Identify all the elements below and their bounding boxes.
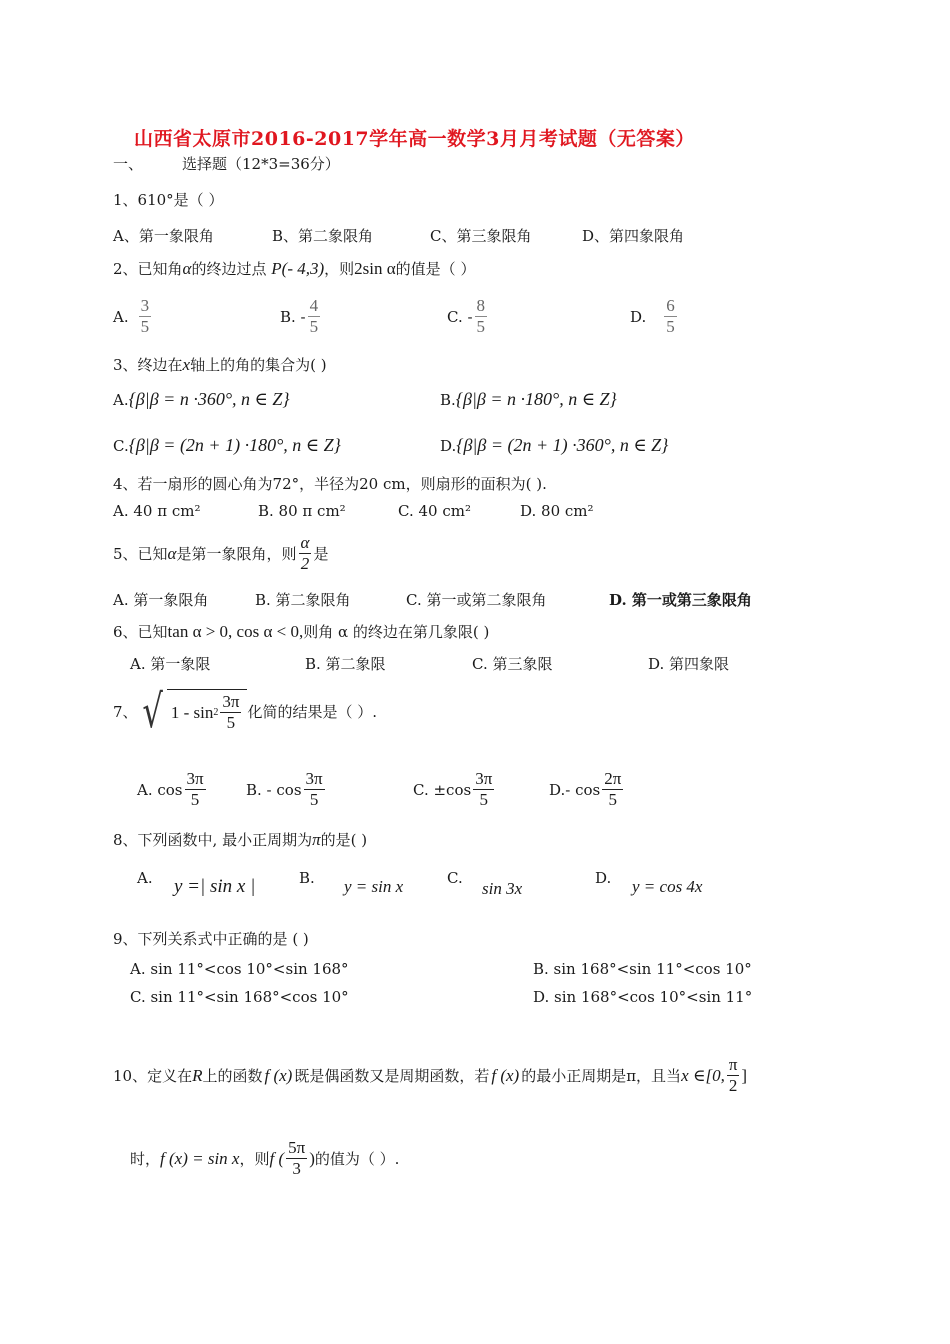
denominator: 5 <box>666 317 675 336</box>
q3-stem <box>113 354 327 375</box>
q10-fx2: f (x) <box>491 1065 520 1085</box>
q3-b-label: B. <box>440 391 456 409</box>
numerator: α <box>300 533 310 552</box>
q2-option-d <box>630 296 679 337</box>
q5-stem-mid: 是第一象限角，则 <box>176 545 297 563</box>
q1-option-d: D、第四象限角 <box>582 227 685 245</box>
q2-b-label: B. - <box>280 307 306 326</box>
q2-stem-mid: 的终边过点 <box>191 260 267 278</box>
q3-option-b <box>440 389 617 410</box>
q2-point: P(- 4,3) <box>271 259 325 278</box>
q10-fx3: f (x) = sin x <box>160 1148 240 1168</box>
q3-stem-post: 轴上的角的集合为( ) <box>190 356 327 374</box>
q4-option-b: B. 80 π cm² <box>258 502 346 520</box>
q10-close: ) <box>309 1148 315 1168</box>
q2-option-b <box>280 296 322 337</box>
q2-d-fraction <box>664 296 677 337</box>
q10-s1: 上的函数 <box>202 1067 263 1085</box>
q5-stem-pre: 5、已知 <box>113 545 168 563</box>
denominator: 5 <box>608 790 618 809</box>
q7-radicand-text: 1 - sin <box>170 702 214 722</box>
q5-option-a: A. 第一象限角 <box>113 591 209 609</box>
q7-d-fraction <box>602 769 623 810</box>
q2-stem-mid2: ，则 <box>324 260 355 278</box>
q8-option-c: sin 3x <box>482 879 523 898</box>
q2-stem-pre: 2、已知角 <box>113 260 183 278</box>
q2-option-a <box>113 296 153 337</box>
q7-square: 2 <box>213 707 219 718</box>
q2-stem <box>113 258 475 279</box>
q10-stem-line1 <box>113 1055 747 1096</box>
q4-option-a: A. 40 π cm² <box>113 502 201 520</box>
q6-option-b: B. 第二象限 <box>305 655 386 673</box>
q8-option-d: y = cos 4x <box>632 877 703 896</box>
q10-line2-pre: 时， <box>130 1150 161 1168</box>
q5-fraction <box>299 533 312 574</box>
q10-stem-line2 <box>130 1138 399 1179</box>
denominator: 3 <box>292 1159 301 1178</box>
q8-b-label: B. <box>299 869 315 887</box>
q1-option-c: C、第三象限角 <box>430 227 532 245</box>
numerator: 3π <box>475 769 493 788</box>
denominator: 2 <box>728 1076 738 1095</box>
q3-stem-pre: 3、终边在 <box>113 356 183 374</box>
q3-option-a <box>113 389 290 410</box>
numerator: 6 <box>666 296 675 315</box>
q10-stem-pre: 10、定义在 <box>113 1067 193 1085</box>
q7-d-label: D.- cos <box>549 780 601 799</box>
q6-option-d: D. 第四象限 <box>648 655 730 673</box>
denominator: 5 <box>140 317 150 336</box>
q1-option-a: A、第一象限角 <box>113 227 214 245</box>
q6-option-a: A. 第一象限 <box>130 655 211 673</box>
q2-a-label: A. <box>113 307 129 326</box>
sqrt-icon: √ <box>141 684 163 738</box>
q7-b-fraction <box>304 769 325 810</box>
page-title: 山西省太原市2016-2017学年高一数学3月月考试题（无答案） <box>134 128 695 150</box>
q3-x: x <box>182 355 191 374</box>
q2-a-fraction <box>139 296 152 337</box>
q2-stem-post: 的值是（ ） <box>395 260 476 278</box>
q7-radical <box>138 684 248 738</box>
q7-fraction <box>220 692 241 733</box>
numerator: 3 <box>140 296 150 315</box>
q7-c-fraction <box>473 769 494 810</box>
q7-radicand <box>167 689 248 733</box>
numerator: 3π <box>305 769 323 788</box>
q7-c-label: C. ±cos <box>413 780 472 799</box>
q7-a-label: A. cos <box>137 780 183 799</box>
q3-option-c <box>113 435 341 456</box>
denominator: 5 <box>476 317 486 336</box>
q8-stem <box>113 829 367 850</box>
q7-stem-post: 化简的结果是（ ）. <box>247 702 377 721</box>
q8-option-b: y = sin x <box>344 877 404 896</box>
q10-R: R <box>192 1065 203 1085</box>
q5-stem-post: 是 <box>313 545 329 563</box>
numerator: 3π <box>222 692 240 711</box>
q4-stem: 4、若一扇形的圆心角为72°，半径为20 cm，则扇形的面积为( ). <box>113 475 547 493</box>
q5-option-b: B. 第二象限角 <box>255 591 351 609</box>
numerator: 2π <box>604 769 622 788</box>
q2-c-fraction <box>475 296 488 337</box>
q7-option-d <box>549 769 625 810</box>
q3-c-label: C. <box>113 437 129 455</box>
q8-pi: π <box>312 830 321 849</box>
q10-fx1: f (x) <box>264 1065 293 1085</box>
q10-value-fraction <box>286 1138 307 1179</box>
q9-stem: 9、下列关系式中正确的是 ( ) <box>113 930 309 948</box>
q3-option-d <box>440 435 668 456</box>
q7-option-c <box>413 769 496 810</box>
q2-option-c <box>447 296 489 337</box>
q7-option-a <box>137 769 208 810</box>
numerator: 8 <box>476 296 486 315</box>
q5-option-c: C. 第一或第二象限角 <box>406 591 547 609</box>
q8-option-a: y =| sin x | <box>174 876 256 897</box>
q10-s2: 既是偶函数又是周期函数，若 <box>294 1067 490 1085</box>
q7-stem <box>113 684 377 738</box>
q1-stem: 1、610°是（ ） <box>113 191 224 209</box>
q7-b-label: B. - cos <box>246 780 302 799</box>
q7-a-fraction <box>185 769 206 810</box>
q2-alpha: α <box>182 259 192 278</box>
q10-s3: 的最小正周期是π，且当 <box>521 1067 682 1085</box>
q2-c-label: C. - <box>447 307 473 326</box>
q5-stem <box>113 533 328 574</box>
q9-option-a: A. sin 11°<cos 10°<sin 168° <box>130 960 349 978</box>
q2-d-label: D. <box>630 307 647 326</box>
numerator: 4 <box>309 296 319 315</box>
q2-b-fraction <box>308 296 321 337</box>
q1-option-b: B、第二象限角 <box>272 227 374 245</box>
numerator: π <box>728 1055 738 1074</box>
q8-stem-post: 的是( ) <box>320 831 368 849</box>
q5-alpha: α <box>167 543 177 563</box>
q4-option-c: C. 40 cm² <box>398 502 471 520</box>
q2-expression: 2sin α <box>354 259 396 278</box>
denominator: 5 <box>226 713 236 732</box>
q8-stem-pre: 8、下列函数中, 最小正周期为 <box>113 831 313 849</box>
q6-condition: tan α > 0, cos α < 0, <box>167 622 304 641</box>
q8-a-label: A. <box>137 869 153 887</box>
q9-option-d: D. sin 168°<cos 10°<sin 11° <box>533 988 753 1006</box>
q6-stem-post: 则角 α 的终边在第几象限( ) <box>303 623 490 641</box>
q3-a-set: {β|β = n ·360°, n ∈ Z} <box>128 389 290 409</box>
q7-stem-pre: 7、 <box>113 702 138 721</box>
q10-line2-post: 的值为（ ）. <box>314 1150 400 1168</box>
section-number: 一、 <box>113 155 144 173</box>
q10-cond-fraction <box>727 1055 740 1096</box>
q10-line2-mid: ，则 <box>239 1150 270 1168</box>
q5-option-d: D. 第一或第三象限角 <box>609 591 752 609</box>
q8-d-label: D. <box>595 869 612 887</box>
denominator: 5 <box>479 790 488 809</box>
q9-option-b: B. sin 168°<sin 11°<cos 10° <box>533 960 752 978</box>
numerator: 5π <box>288 1138 306 1157</box>
numerator: 3π <box>186 769 204 788</box>
q6-option-c: C. 第三象限 <box>472 655 553 673</box>
q4-option-d: D. 80 cm² <box>520 502 594 520</box>
denominator: 5 <box>190 790 200 809</box>
denominator: 5 <box>309 790 319 809</box>
denominator: 2 <box>300 554 310 573</box>
q3-a-label: A. <box>113 391 129 409</box>
q3-d-set: {β|β = (2n + 1) ·360°, n ∈ Z} <box>456 435 669 455</box>
q10-f: f ( <box>269 1148 285 1168</box>
q8-c-label: C. <box>447 869 463 887</box>
denominator: 5 <box>309 317 319 336</box>
q3-c-set: {β|β = (2n + 1) ·180°, n ∈ Z} <box>128 435 341 455</box>
q3-d-label: D. <box>440 437 457 455</box>
q6-stem <box>113 621 489 642</box>
q3-b-set: {β|β = n ·180°, n ∈ Z} <box>455 389 617 409</box>
q6-stem-pre: 6、已知 <box>113 623 168 641</box>
q9-option-c: C. sin 11°<sin 168°<cos 10° <box>130 988 349 1006</box>
q7-option-b <box>246 769 327 810</box>
section-label: 选择题（12*3=36分） <box>182 155 340 173</box>
q10-cond-close: ] <box>741 1065 748 1085</box>
q10-condition: x ∈[0, <box>681 1065 725 1085</box>
